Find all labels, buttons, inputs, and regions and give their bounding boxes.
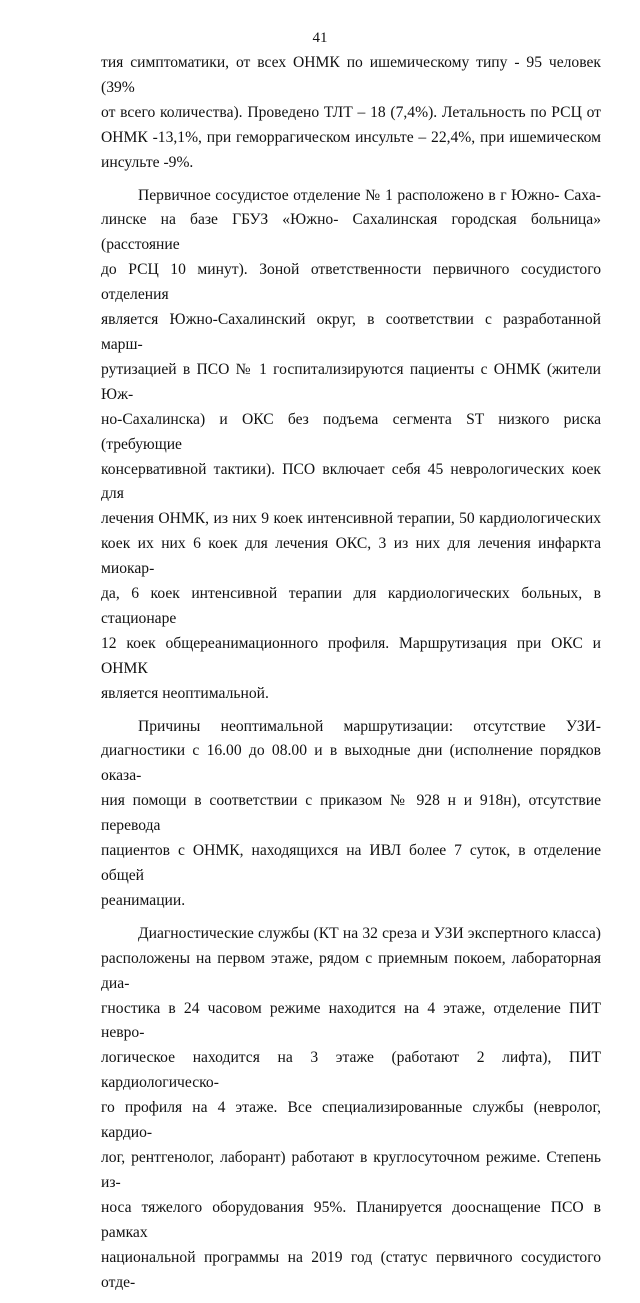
text-line: расположены на первом этаже, рядом с приемным покоем, лабораторная диа- bbox=[101, 949, 601, 992]
text-line: да, 6 коек интенсивной терапии для кардиологических больных, в стационаре bbox=[101, 585, 601, 627]
paragraph-4 bbox=[101, 922, 601, 1296]
text-line: лечения ОНМК, из них 9 коек интенсивной терапии, 50 кардиологических bbox=[101, 510, 601, 528]
text-line: лог, рентгенолог, лаборант) работают в круглосуточном режиме. Степень из- bbox=[101, 1148, 601, 1191]
text-line: го профиля на 4 этаже. Все специализированные службы (невролог, кардио- bbox=[101, 1099, 601, 1142]
document-body bbox=[101, 51, 601, 1303]
text-line: гностика в 24 часовом режиме находится на 4 этаже, отделение ПИТ невро- bbox=[101, 999, 601, 1042]
text-line: реанимации. bbox=[101, 891, 186, 909]
text-line: логическое находится на 3 этаже (работают 2 лифта), ПИТ кардиологическо- bbox=[101, 1049, 601, 1092]
text-line: до РСЦ 10 минут). Зоной ответственности первичного сосудистого отделения bbox=[101, 261, 601, 304]
text-line: но-Сахалинска) и ОКС без подъема сегмента ST низкого риска (требующие bbox=[101, 410, 601, 453]
text-line: является неоптимальной. bbox=[101, 684, 269, 702]
text-line: диагностики с 16.00 до 08.00 и в выходные дни (исполнение порядков оказа- bbox=[101, 742, 601, 785]
text-line: линске на базе ГБУЗ «Южно- Сахалинская городская больница» (расстояние bbox=[101, 211, 601, 254]
text-line: ния помощи в соответствии с приказом № 928 н и 918н), отсутствие перевода bbox=[101, 792, 601, 835]
text-line: консервативной тактики). ПСО включает себя 45 неврологических коек для bbox=[101, 460, 601, 503]
text-line: ОНМК -13,1%, при геморрагическом инсульте – 22,4%, при ишемическом bbox=[101, 128, 601, 146]
paragraph-2 bbox=[101, 184, 601, 707]
text-line: рутизацией в ПСО № 1 госпитализируются пациенты с ОНМК (жители Юж- bbox=[101, 360, 601, 403]
text-line: инсульте -9%. bbox=[101, 153, 194, 171]
paragraph-1 bbox=[101, 51, 601, 176]
text-line: от всего количества). Проведено ТЛТ – 18 (7,4%). Летальность по РСЦ от bbox=[101, 103, 601, 121]
text-line: пациентов с ОНМК, находящихся на ИВЛ более 7 суток, в отделение общей bbox=[101, 842, 601, 884]
text-line: Причины неоптимальной маршрутизации: отсутствие УЗИ- bbox=[138, 717, 601, 735]
text-line: Первичное сосудистое отделение № 1 расположено в г Южно- Саха- bbox=[138, 186, 601, 204]
text-line: носа тяжелого оборудования 95%. Планируется дооснащение ПСО в рамках bbox=[101, 1198, 601, 1241]
text-line: Диагностические службы (КТ на 32 среза и УЗИ экспертного класса) bbox=[138, 924, 601, 942]
paragraph-3 bbox=[101, 715, 601, 914]
text-line: коек их них 6 коек для лечения ОКС, 3 из них для лечения инфаркта миокар- bbox=[101, 535, 601, 578]
page-number: 41 bbox=[312, 30, 328, 46]
text-line: 12 коек общереанимационного профиля. Маршрутизация при ОКС и ОНМК bbox=[101, 634, 601, 677]
text-line: национальной программы на 2019 год (статус первичного сосудистого отде- bbox=[101, 1248, 601, 1291]
text-line: тия симптоматики, от всех ОНМК по ишемическому типу - 95 человек (39% bbox=[101, 54, 601, 96]
text-line: является Южно-Сахалинский округ, в соответствии с разработанной марш- bbox=[101, 311, 601, 353]
